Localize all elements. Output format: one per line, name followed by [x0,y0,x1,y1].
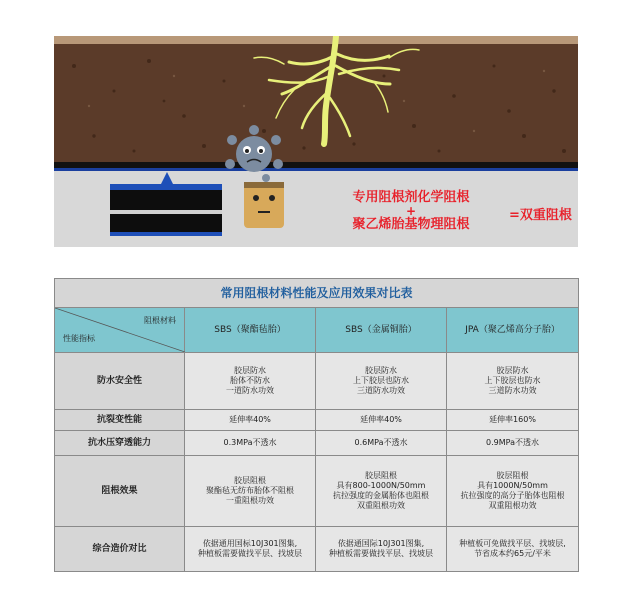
table-cell [185,410,316,431]
cell-line: 种植板可免做找平层、找坡层, [459,539,566,548]
column-header: SBS（聚酯毡胎） [185,308,316,353]
diagonal-divider [55,308,185,352]
cell-line: 具有1000N/50mm [477,481,548,490]
cell-line: 聚酯毡无纺布胎体不阻根 [206,486,294,495]
caption-result: =双重阻根 [509,208,572,223]
cell-line: 0.9MPa不透水 [486,438,539,447]
table-cell [447,431,579,456]
cell-line: 延伸率40% [360,415,402,424]
table-row [55,410,579,431]
cell-line: 双重阻根功效 [357,501,405,510]
cell-line: 双重阻根功效 [488,501,537,510]
cell-line: 胶层防水 [234,366,266,375]
caption-physical: 聚乙烯胎基物理阻根 [352,217,470,232]
corner-metric-label: 性能指标 [63,334,95,343]
table-row [55,456,579,527]
cell-line: 0.6MPa不透水 [354,438,408,447]
table-cell [316,431,447,456]
caption-plus: + [405,204,417,218]
table-cell [185,353,316,410]
row-label: 抗裂变性能 [55,410,185,431]
table-row [55,431,579,456]
column-header: JPA（聚乙烯高分子胎） [447,308,579,353]
row-label: 抗水压穿透能力 [55,431,185,456]
cell-line: 依据通用国标10J301图集, [202,539,298,548]
table-cell [447,353,579,410]
cell-line: 胶层阻根 [496,471,529,480]
row-label: 防水安全性 [55,353,185,410]
row-label: 阻根效果 [55,456,185,527]
cell-line: 抗拉强度的高分子胎体也阻根 [460,491,565,500]
table-cell [447,410,579,431]
caption-chemical: 专用阻根剂化学阻根 [352,190,470,205]
comparison-table [54,278,579,572]
cell-line: 上下胶层也防水 [484,376,541,385]
corner-header [55,308,185,353]
hero-illustration [54,36,578,247]
cell-line: 胶层阻根 [234,476,266,485]
cell-line: 一重阻根功效 [226,496,274,505]
table-cell [316,456,447,527]
cell-line: 三道防水功效 [357,386,405,395]
table-row [55,527,579,572]
cell-line: 延伸率160% [489,415,536,424]
table-row [55,353,579,410]
cell-line: 种植板需要做找平层、找坡层 [329,549,433,558]
cell-line: 胶层阻根 [365,471,397,480]
cell-line: 抗拉强度的金属胎体也阻根 [333,491,429,500]
column-header: SBS（金属铜胎） [316,308,447,353]
hero-caption [306,189,516,233]
cell-line: 0.3MPa不透水 [223,438,277,447]
cell-line: 三道防水功效 [488,386,537,395]
cell-line: 胶层防水 [496,366,529,375]
row-label: 综合造价对比 [55,527,185,572]
table-cell [316,527,447,572]
cell-line: 上下胶层也防水 [353,376,409,385]
cell-line: 节省成本约65元/平米 [474,549,551,558]
cell-line: 种植板需要做找平层、找坡层 [198,549,302,558]
cell-line: 一道防水功效 [226,386,274,395]
cell-line: 胶层防水 [365,366,397,375]
table-cell [316,410,447,431]
cell-line: 胎体不防水 [230,376,270,385]
cell-line: 依据通国际10J301图集, [337,539,425,548]
table-cell [447,456,579,527]
table-cell [316,353,447,410]
table-cell [185,431,316,456]
table-title: 常用阻根材料性能及应用效果对比表 [55,279,579,308]
corner-material-label: 阻根材料 [144,316,176,325]
cell-line: 延伸率40% [229,415,271,424]
table-cell [185,456,316,527]
table-cell [185,527,316,572]
cell-line: 具有800-1000N/50mm [336,481,426,490]
table-cell [447,527,579,572]
